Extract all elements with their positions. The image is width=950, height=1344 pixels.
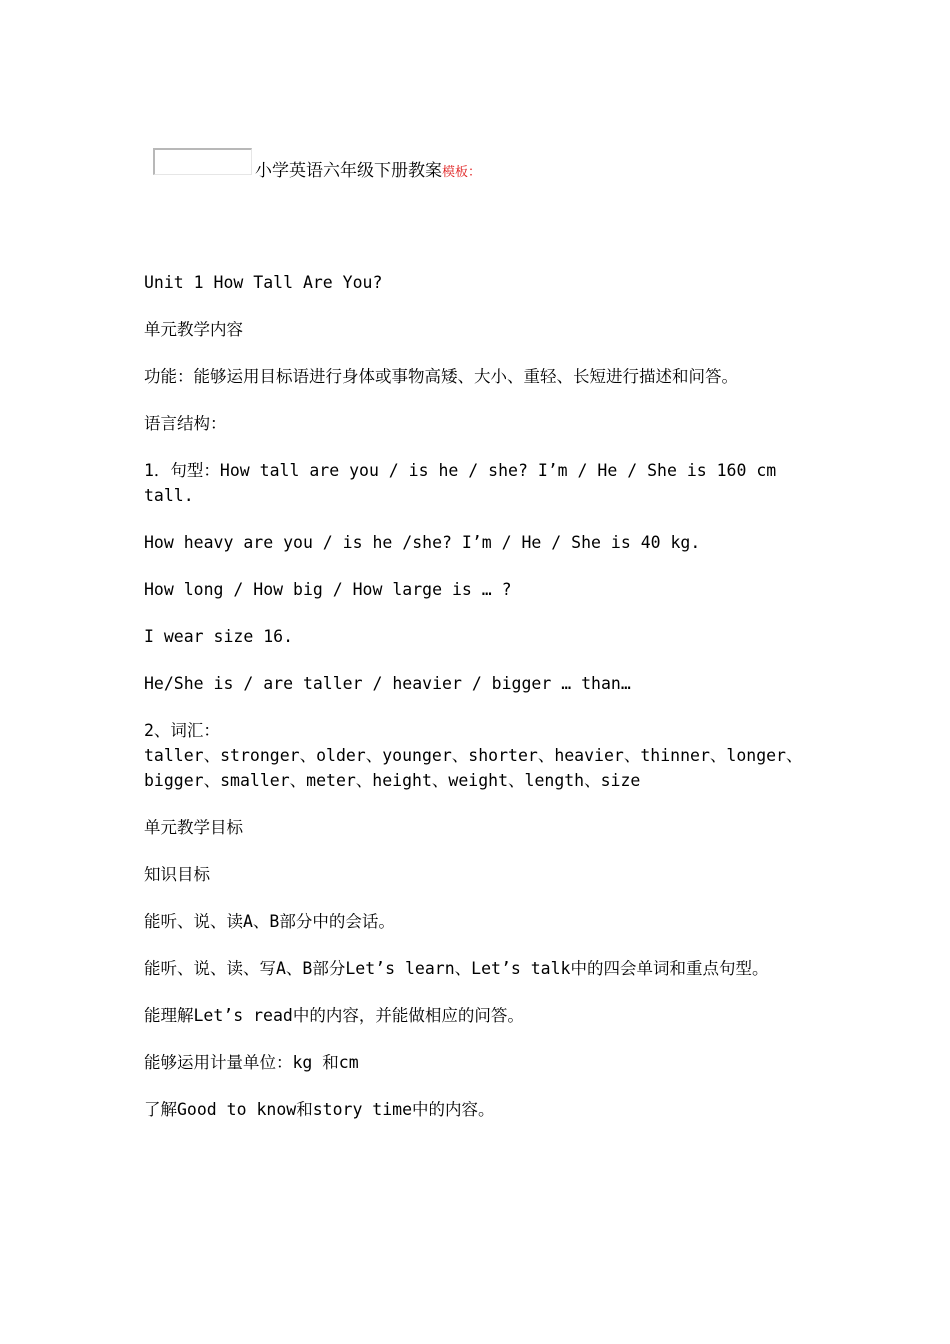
- document-header: [153, 148, 482, 181]
- goal-item-4: 能够运用计量单位：kg 和cm: [144, 1053, 359, 1072]
- section-heading-knowledge-goals: 知识目标: [144, 865, 210, 884]
- sentence-pattern-5: He/She is / are taller / heavier / bigger … than…: [144, 674, 631, 693]
- vocabulary-list: taller、stronger、older、younger、shorter、heavier、thinner、longer、bigger、smaller、meter、height、weight、length、size: [144, 746, 803, 790]
- logo-placeholder-image: [153, 148, 252, 175]
- sentence-pattern-2: How heavy are you / is he /she? I’m / He / She is 40 kg.: [144, 533, 701, 552]
- document-body: [144, 270, 812, 1144]
- title-text: 小学英语六年级下册教案: [255, 161, 442, 181]
- section-heading-teaching-goals: 单元教学目标: [144, 818, 243, 837]
- unit-heading: Unit 1 How Tall Are You?: [144, 273, 383, 292]
- template-label: 模板：: [442, 165, 482, 180]
- document-title: [255, 156, 481, 181]
- goal-item-5: 了解Good to know和story time中的内容。: [144, 1100, 495, 1119]
- goal-item-1: 能听、说、读A、B部分中的会话。: [144, 912, 395, 931]
- sentence-pattern-1: 1．句型：How tall are you / is he / she? I’m / He / She is 160 cm tall.: [144, 461, 777, 505]
- sentence-pattern-3: How long / How big / How large is … ?: [144, 580, 512, 599]
- goal-item-3: 能理解Let’s read中的内容，并能做相应的问答。: [144, 1006, 524, 1025]
- sentence-pattern-4: I wear size 16.: [144, 627, 294, 646]
- section-heading-teaching-content: 单元教学内容: [144, 320, 243, 339]
- function-paragraph: 功能：能够运用目标语进行身体或事物高矮、大小、重轻、长短进行描述和问答。: [144, 367, 738, 386]
- vocabulary-heading: 2、词汇：: [144, 721, 220, 740]
- section-heading-language-structure: 语言结构：: [144, 414, 227, 433]
- goal-item-2: 能听、说、读、写A、B部分Let’s learn、Let’s talk中的四会单词和重点句型。: [144, 959, 769, 978]
